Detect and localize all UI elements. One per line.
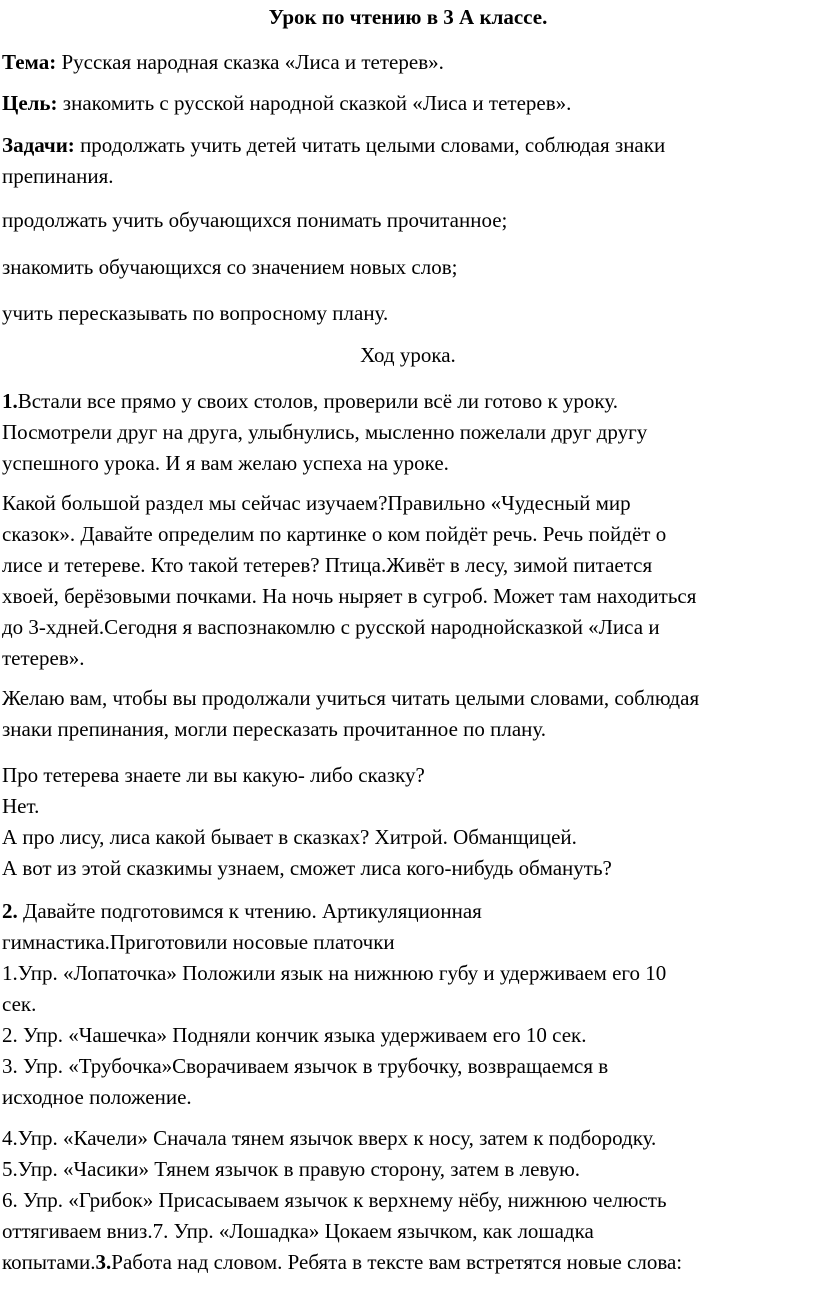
para2-line-3: лисе и тетереве. Кто такой тетерев? Птица.Живёт в лесу, зимой питается [2,553,653,577]
para4-line-3: А про лису, лиса какой бывает в сказках? Хитрой. Обманщицей. [2,825,577,849]
para2-line-6: тетерев». [2,646,85,670]
document-title: Урок по чтению в 3 А классе. [268,5,548,29]
task-item-3: знакомить обучающихся со значением новых слов; [2,255,458,279]
tasks-paragraph [2,130,814,192]
section-2-line-3: 1.Упр. «Лопаточка» Положили язык на нижнюю губу и удерживаем его 10 [2,961,667,985]
section-1-paragraph [2,386,814,479]
section-1-line-1: Встали все прямо у своих столов, проверили всё ли готово к уроку. [17,389,618,413]
section-1-line-2: Посмотрели друг на друга, улыбнулись, мысленно пожелали друг другу [2,420,648,444]
para3-line-1: Желаю вам, чтобы вы продолжали учиться читать целыми словами, соблюдая [2,686,700,710]
course-heading: Ход урока. [360,343,456,367]
para2-line-1: Какой большой раздел мы сейчас изучаем?Правильно «Чудесный мир [2,491,631,515]
task-item-4: учить пересказывать по вопросному плану. [2,301,389,325]
topic-text: Русская народная сказка «Лиса и тетерев». [56,50,444,74]
tasks-line-1: продолжать учить детей читать целыми словами, соблюдая знаки [74,133,666,157]
section-3-number: 3. [95,1250,112,1274]
goal-text: знакомить с русской народной сказкой «Лиса и тетерев». [57,91,572,115]
section-2-line-1: Давайте подготовимся к чтению. Артикуляционная [17,899,482,923]
para6-line-5a: копытами. [2,1250,96,1274]
para6-line-1: 4.Упр. «Качели» Сначала тянем язычок вверх к носу, затем к подбородку. [2,1126,657,1150]
exercises-paragraph [2,1123,814,1278]
goal-label: Цель: [2,91,58,115]
para6-line-3: 6. Упр. «Грибок» Присасываем язычок к верхнему нёбу, нижнюю челюсть [2,1188,667,1212]
para2-line-2: сказок». Давайте определим по картинке о ком пойдёт речь. Речь пойдёт о [2,522,667,546]
para4-line-4: А вот из этой сказкимы узнаем, сможет лиса кого-нибудь обмануть? [2,856,612,880]
goal-line [2,88,814,119]
para4-line-1: Про тетерева знаете ли вы какую- либо сказку? [2,763,425,787]
tasks-label: Задачи: [2,133,75,157]
wish-paragraph [2,683,814,745]
tasks-line-2: препинания. [2,164,114,188]
section-2-line-2: гимнастика.Приготовили носовые платочки [2,930,395,954]
topic-line [2,47,814,78]
para6-line-5b: Работа над словом. Ребята в тексте вам встретятся новые слова: [111,1250,683,1274]
para3-line-2: знаки препинания, могли пересказать прочитанное по плану. [2,717,547,741]
section-2-line-7: исходное положение. [2,1085,192,1109]
section-2-number: 2. [2,899,18,923]
questions-paragraph [2,760,814,884]
section-2-line-4: сек. [2,992,37,1016]
section-1-line-3: успешного урока. И я вам желаю успеха на уроке. [2,451,449,475]
para6-line-4: оттягиваем вниз.7. Упр. «Лошадка» Цокаем язычком, как лошадка [2,1219,594,1243]
section-2-paragraph [2,896,814,1113]
para2-line-5: до 3-хдней.Сегодня я вaспознакомлю с русской народнойсказкой «Лиса и [2,615,660,639]
section-1-number: 1. [2,389,18,413]
section-chapter-paragraph [2,488,814,674]
para4-line-2: Нет. [2,794,40,818]
para6-line-2: 5.Упр. «Часики» Тянем язычок в правую сторону, затем в левую. [2,1157,581,1181]
para2-line-4: хвоей, берёзовыми почками. На ночь ныряет в сугроб. Может там находиться [2,584,697,608]
section-2-line-6: 3. Упр. «Трубочка»Сворачиваем язычок в трубочку, возвращаемся в [2,1054,609,1078]
section-2-line-5: 2. Упр. «Чашечка» Подняли кончик языка удерживаем его 10 сек. [2,1023,587,1047]
task-item-2: продолжать учить обучающихся понимать прочитанное; [2,208,508,232]
topic-label: Тема: [2,50,57,74]
